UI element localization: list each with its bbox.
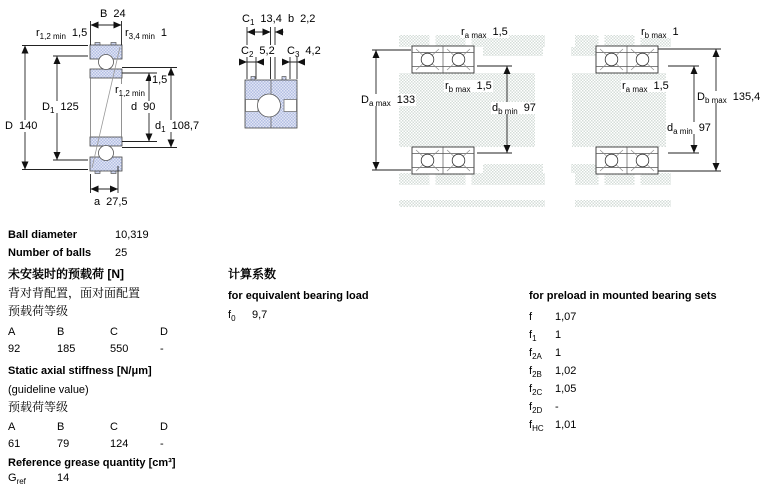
- dim-base: r: [445, 80, 449, 92]
- dim-label-D1: [41, 101, 80, 113]
- dim-sub: 2: [248, 50, 254, 59]
- dim-sub: b min: [498, 107, 518, 116]
- dim-sub: 1,2 min: [118, 89, 145, 98]
- dim-base: r: [461, 26, 465, 38]
- dim-label-da-min: [666, 122, 712, 134]
- preload-val-c: 550: [110, 343, 129, 355]
- dim-base: d: [492, 102, 499, 114]
- dim-base: f: [529, 365, 533, 377]
- dim-base: r: [125, 27, 129, 39]
- dim-base: d: [667, 122, 674, 134]
- factor-f2a-value: 1: [555, 347, 562, 359]
- mounted-set-diagram-a: [372, 34, 545, 207]
- dim-sub: 1: [161, 125, 166, 134]
- dim-base: D: [361, 94, 369, 106]
- dim-value: 1: [160, 27, 168, 39]
- ball-top: [99, 55, 114, 70]
- grease-ref-value: 14: [57, 472, 70, 484]
- dim-value: 135,4: [732, 91, 761, 103]
- dim-base: f: [228, 309, 232, 321]
- factor-f2d-label: [529, 401, 542, 414]
- dim-value: 1,5: [71, 27, 88, 39]
- f0-value: 9,7: [252, 309, 268, 321]
- dim-sub: 2D: [532, 406, 543, 415]
- dim-base: f: [529, 383, 533, 395]
- stiffness-val-c: 124: [110, 438, 129, 450]
- factor-f2c-label: [529, 383, 542, 396]
- dim-value: 24: [113, 8, 126, 20]
- dim-value: 5,2: [259, 45, 275, 57]
- stiffness-col-a: A: [8, 421, 16, 433]
- dim-sub: 3,4 min: [128, 32, 155, 41]
- stiffness-class-text: 预载荷等级: [8, 400, 69, 414]
- f0-label: [228, 309, 236, 322]
- dim-sub: 2C: [532, 388, 543, 397]
- dim-base: a: [94, 196, 101, 208]
- dim-base: r: [115, 84, 119, 96]
- factor-f1-label: [529, 329, 537, 342]
- dim-label-r12-min-top: [35, 27, 88, 39]
- dim-label-C2: [240, 45, 276, 57]
- dim-label-D: [4, 120, 38, 132]
- dim-label-rb-max-a: [444, 80, 493, 92]
- dim-base: B: [100, 8, 108, 20]
- dim-sub: b max: [644, 31, 667, 40]
- dim-label-Da-max: [360, 94, 416, 106]
- dim-value: 4,2: [305, 45, 321, 57]
- stiffness-heading: Static axial stiffness [N/μm]: [8, 365, 152, 377]
- factor-f-value: 1,07: [555, 311, 577, 323]
- stiffness-val-a: 61: [8, 438, 21, 450]
- stiffness-col-b: B: [57, 421, 65, 433]
- dim-base: D: [5, 120, 13, 132]
- dim-label-ra-max-b: [621, 80, 670, 92]
- dim-value: 108,7: [171, 120, 200, 132]
- factor-fhc-value: 1,01: [555, 419, 577, 431]
- dim-label-b-width: [99, 8, 127, 20]
- dim-base: f: [529, 329, 533, 341]
- dim-base: r: [622, 80, 626, 92]
- stiffness-col-d: D: [160, 421, 168, 433]
- dim-sub: 2B: [532, 370, 542, 379]
- dim-label-rb-max-b: [640, 26, 680, 38]
- dim-label-b-flange: [287, 13, 316, 25]
- stiffness-guideline-text: (guideline value): [8, 384, 89, 396]
- dim-sub: 3: [294, 50, 300, 59]
- factor-f2b-label: [529, 365, 542, 378]
- dim-base: D: [42, 101, 50, 113]
- stiffness-val-b: 79: [57, 438, 70, 450]
- dim-label-r12-min-inner: [114, 84, 146, 96]
- calc-factors-heading: 计算系数: [228, 267, 277, 281]
- preload-val-d: -: [160, 343, 164, 355]
- preload-val-a: 92: [8, 343, 21, 355]
- dim-sub: 1: [49, 106, 55, 115]
- factor-f2c-value: 1,05: [555, 383, 577, 395]
- dim-base: C: [287, 45, 295, 57]
- mounted-set-diagram-b: [571, 34, 721, 207]
- dim-sub: 0: [231, 314, 236, 323]
- preload-class-text: 预载荷等级: [8, 304, 69, 318]
- preload-col-b: B: [57, 326, 65, 338]
- dim-value: 97: [698, 122, 711, 134]
- dim-base: G: [8, 472, 17, 484]
- grease-ref-label: [8, 472, 26, 485]
- preload-val-b: 185: [57, 343, 76, 355]
- dim-sub: a max: [368, 99, 391, 108]
- dim-value: 2,2: [300, 13, 316, 25]
- dim-base: D: [697, 91, 705, 103]
- factor-f1-value: 1: [555, 329, 562, 341]
- ball-bottom: [99, 146, 114, 161]
- dim-base: C: [242, 13, 250, 25]
- dim-sub: a min: [673, 127, 693, 136]
- dim-value: 13,4: [260, 13, 282, 25]
- dim-sub: HC: [532, 424, 544, 433]
- dim-base: f: [529, 401, 533, 413]
- equivalent-load-heading: for equivalent bearing load: [228, 290, 369, 302]
- factor-f2b-value: 1,02: [555, 365, 577, 377]
- dim-label-r34-min: [124, 27, 168, 39]
- dim-value: 97: [523, 102, 536, 114]
- dim-sub: 1: [532, 334, 537, 343]
- ball-diameter-label: Ball diameter: [8, 229, 78, 241]
- dim-base: r: [641, 26, 645, 38]
- grease-heading: Reference grease quantity [cm³]: [8, 457, 176, 469]
- preload-col-a: A: [8, 326, 16, 338]
- dim-value: 1,5: [152, 74, 168, 86]
- dim-label-r12-inner-value: [151, 74, 168, 86]
- ball-diameter-value: 10,319: [115, 229, 149, 241]
- dim-base: d: [155, 120, 162, 132]
- dim-sub: 1: [249, 18, 255, 27]
- bearing-section-c-dimensions: [240, 27, 304, 128]
- dim-sub: a max: [464, 31, 487, 40]
- dim-base: f: [529, 419, 533, 431]
- dim-label-d1: [154, 120, 200, 132]
- dim-label-a-offset: [93, 196, 129, 208]
- dim-value: 125: [60, 101, 79, 113]
- number-of-balls-value: 25: [115, 247, 128, 259]
- preload-col-d: D: [160, 326, 168, 338]
- dim-value: 1,5: [492, 26, 508, 38]
- ball: [258, 94, 281, 117]
- dim-value: 27,5: [106, 196, 128, 208]
- dim-label-db-min: [491, 102, 537, 114]
- dim-value: 133: [396, 94, 416, 106]
- dim-value: 1,5: [476, 80, 492, 92]
- dim-sub: 2A: [532, 352, 542, 361]
- dim-base: f: [529, 347, 533, 359]
- factor-fhc-label: [529, 419, 544, 432]
- dim-label-d-bore: [130, 101, 156, 113]
- factor-f-label: [529, 311, 532, 324]
- dim-label-C3: [286, 45, 322, 57]
- dim-base: r: [36, 27, 40, 39]
- preload-col-c: C: [110, 326, 118, 338]
- dim-base: b: [288, 13, 295, 25]
- dim-label-Db-max: [696, 91, 761, 103]
- stiffness-val-d: -: [160, 438, 164, 450]
- dim-base: C: [241, 45, 249, 57]
- dim-sub: b max: [704, 96, 727, 105]
- factor-f2d-value: -: [555, 401, 559, 413]
- dim-sub: 1,2 min: [39, 32, 66, 41]
- dim-base: f: [529, 311, 533, 323]
- dim-sub: ref: [16, 477, 26, 486]
- preload-factors-heading: for preload in mounted bearing sets: [529, 290, 717, 302]
- factor-f2a-label: [529, 347, 542, 360]
- dim-label-C1: [241, 13, 283, 25]
- dim-sub: b max: [448, 85, 471, 94]
- dim-value: 90: [143, 101, 156, 113]
- dim-label-ra-max-a: [460, 26, 509, 38]
- dim-value: 1: [672, 26, 679, 38]
- preload-arrangement-text: 背对背配置，面对面配置: [8, 286, 141, 300]
- preload-unmounted-heading: 未安装时的预载荷 [N]: [8, 267, 124, 281]
- dim-value: 140: [18, 120, 38, 132]
- dim-base: d: [131, 101, 138, 113]
- dim-sub: a max: [625, 85, 648, 94]
- dim-value: 1,5: [653, 80, 669, 92]
- stiffness-col-c: C: [110, 421, 118, 433]
- number-of-balls-label: Number of balls: [8, 247, 92, 259]
